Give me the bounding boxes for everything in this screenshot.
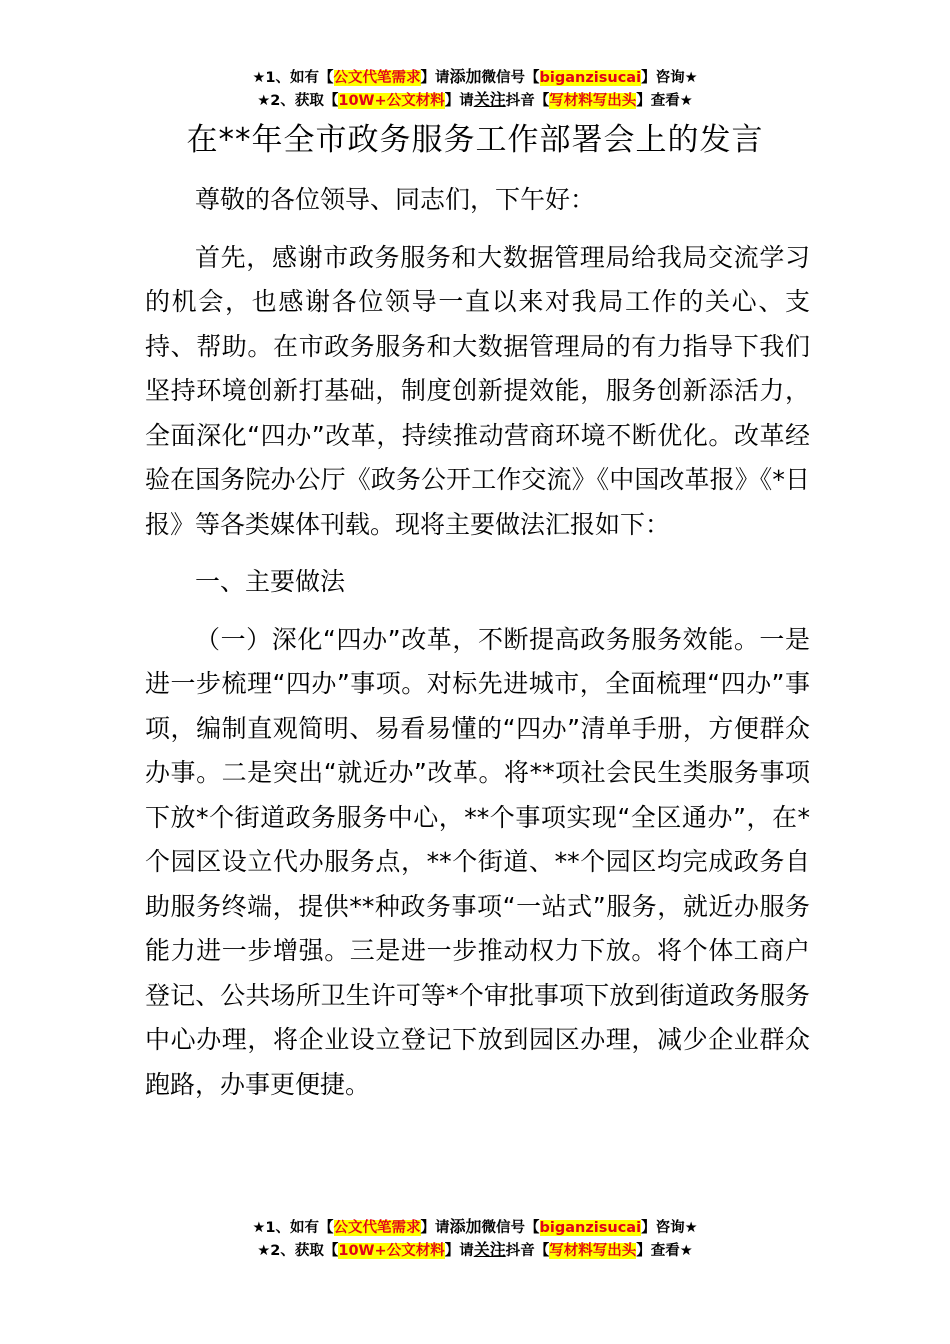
intro-paragraph: 首先，感谢市政务服务和大数据管理局给我局交流学习的机会，也感谢各位领导一直以来对我局工作的关心、支持、帮助。在市政务服务和大数据管理局的有力指导下我们坚持环境创新打基础，制度创新提效能，服务创新添活力，全面深化“四办”改革，持续推动营商环境不断优化。改革经验在国务院办公厅《政务公开工作交流》《中国改革报》《*日报》等各类媒体刊载。现将主要做法汇报如下： bbox=[145, 242, 810, 539]
section-heading: 一、主要做法 bbox=[195, 567, 346, 596]
promo-line-2: ★2、获取【10W+公文材料】请关注抖音【写材料写出头】查看★ bbox=[257, 90, 693, 109]
document-title: 在**年全市政务服务工作部署会上的发言 bbox=[186, 122, 764, 158]
promo-douyin-name: 写材料写出头 bbox=[549, 93, 637, 109]
header-promo-banner bbox=[0, 66, 950, 112]
promo-wechat-id: biganzisucai bbox=[539, 1220, 642, 1236]
promo-line-1: ★1、如有【公文代笔需求】请添加微信号【biganzisucai】咨询★ bbox=[252, 67, 698, 86]
promo-line-2: ★2、获取【10W+公文材料】请关注抖音【写材料写出头】查看★ bbox=[257, 1240, 693, 1259]
promo-wechat-id: biganzisucai bbox=[539, 70, 642, 86]
promo-highlight: 公文代笔需求 bbox=[333, 1220, 421, 1236]
promo-highlight: 10W+公文材料 bbox=[338, 1243, 445, 1259]
promo-line-1: ★1、如有【公文代笔需求】请添加微信号【biganzisucai】咨询★ bbox=[252, 1217, 698, 1236]
body-paragraph: （一）深化“四办”改革，不断提高政务服务效能。一是进一步梳理“四办”事项。对标先进城市，全面梳理“四办”事项，编制直观简明、易看易懂的“四办”清单手册，方便群众办事。二是突出“就近办”改革。将**项社会民生类服务事项下放*个街道政务服务中心，**个事项实现“全区通办”，在*个园区设立代办服务点，**个街道、**个园区均完成政务自助服务终端，提供**种政务事项“一站式”服务，就近办服务能力进一步增强。三是进一步推动权力下放。将个体工商户登记、公共场所卫生许可等*个审批事项下放到街道政务服务中心办理，将企业设立登记下放到园区办理，减少企业群众跑路，办事更便捷。 bbox=[145, 624, 810, 1099]
promo-highlight: 10W+公文材料 bbox=[338, 93, 445, 109]
document-body bbox=[145, 178, 810, 1107]
promo-douyin-name: 写材料写出头 bbox=[549, 1243, 637, 1259]
promo-highlight: 公文代笔需求 bbox=[333, 70, 421, 86]
salutation-paragraph: 尊敬的各位领导、同志们，下午好： bbox=[195, 185, 596, 214]
footer-promo-banner bbox=[0, 1216, 950, 1262]
